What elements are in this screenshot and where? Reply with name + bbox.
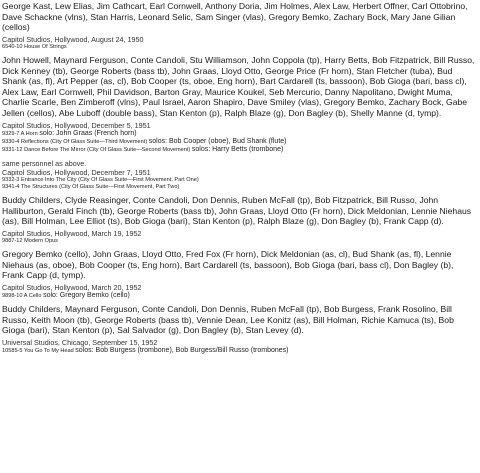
track-solo: solos: Bob Cooper (oboe), Bud Shank (flute) [148, 137, 287, 145]
session-2-location: Capitol Studios, Hollywood, December 5, 1951 [2, 120, 151, 130]
session-5-location: Capitol Studios, Hollywood, March 20, 1952 [2, 282, 142, 292]
track-matrix: 9898-10 A Cello [2, 292, 42, 299]
track-row [2, 138, 476, 146]
session-6-location: Universal Studios, Chicago, September 15, 1952 [2, 338, 158, 348]
session-3-personnel: same personnel as above. [2, 158, 87, 168]
track-row [2, 292, 476, 300]
track-matrix: 9329-7 A Horn [2, 130, 38, 137]
track-row [2, 347, 476, 355]
session-6-personnel: Buddy Childers, Maynard Ferguson, Conte Candoli, Don Dennis, Ruben McFall (tp), Bob Burgess, Frank Rosolino, Bill Russo, Keith Moon (tb), George Roberts (bass tb), Vennie Dean, Lee Konitz (as), Bill Holman, Richie Kamuca (ts), Bob Gioga (bari), Stan Kenton (p), Sal Salvador (g), Don Bagley (b), Stan Levey (d). [2, 304, 454, 336]
track-matrix: 9331-12 Dance Before The Mirror (City Of Glass Suite—Second Movement) [2, 147, 191, 154]
track-row: 9332-3 Entrance Into The City (City Of Glass Suite—First Movement, Part One) [2, 176, 199, 183]
track-solo: solos: Harry Betts (trombone) [191, 146, 284, 154]
track-solo: solo: John Graas (French horn) [39, 129, 137, 137]
track-row: 9341-4 The Structures (City Of Glass Suite—First Movement, Part Two) [2, 183, 180, 190]
track-solo: solos: Bob Burgess (trombone), Bob Burgess/Bill Russo (trombones) [75, 347, 289, 355]
session-4-location: Capitol Studios, Hollywood, March 19, 1952 [2, 228, 142, 238]
track-solo: solo: Gregory Bemko (cello) [43, 291, 130, 299]
session-1-location: Capitol Studios, Hollywood, August 24, 1950 [2, 34, 144, 44]
track-row [2, 130, 476, 138]
session-5-personnel: Gregory Bemko (cello), John Graas, Lloyd Otto, Fred Fox (Fr horn), Dick Meldonian (as, cl), Bud Shank (as, fl), Lennie Niehaus (as, oboe), Bob Cooper (ts, Eng horn), Bart Cardarell (ts, bassoon), Bob Gioga (bari, bass cl), Don Bagley (b), Frank Capp (d, tymp). [2, 249, 454, 281]
discography-page [2, 1, 476, 355]
track-row [2, 146, 476, 154]
session-4-track: 9887-12 Modern Opus [2, 237, 58, 244]
session-2-personnel: John Howell, Maynard Ferguson, Conte Candoli, Stu Williamson, John Coppola (tp), Harry Betts, Bob Fitzpatrick, Bill Russo, Dick Kenney (tb), George Roberts (bass tb), John Graas, Lloyd Otto, George Price (Fr horn), Stan Fletcher (tuba), Bud Shank (as, fl), Art Pepper (as, cl), Bob Cooper (ts, oboe, Eng horn), Bart Cardarell (ts, bassoon), Bob Gioga (bari, bass cl), Alex Law, Earl Cornwell, Phil Davidson, Barton Gray, Maurice Koukel, Seb Mercurio, Danny Napolitano, Dwight Muma, Charlie Scarle, Ben Zimberoff (vlns), Paul Israel, Aaron Shapiro, Dave Smiley (vlas), Gregory Bemko, Zachary Bock, Gabe Jellen (cellos), Abe Luboff (double bass), Stan Kenton (p), Ralph Blaze (g), Don Bagley (b), Shelly Manne (d, tymp). [2, 55, 475, 119]
track-matrix: 10585-5 You Go To My Head [2, 348, 74, 355]
track-matrix: 9330-4 Reflections (City Of Glass Suite—Third Movement) [2, 138, 148, 145]
session-4-personnel: Buddy Childers, Clyde Reasinger, Conte Candoli, Don Dennis, Ruben McFall (tp), Bob Fitzpatrick, Bill Russo, John Halliburton, Gerald Finch (tb), George Roberts (bass tb), John Graas, Lloyd Otto (Fr horn), Dick Meldonian, Lennie Niehaus (as), Bill Holman, Lee Elliot (ts), Bob Gioga (bari), Stan Kenton (p), Ralph Blaze (g), Don Bagley (b), Frank Capp (d). [2, 195, 472, 227]
session-3-location: Capitol Studios, Hollywood, December 7, 1951 [2, 167, 151, 177]
session-1-track: 6540-10 House Of Strings [2, 43, 67, 50]
session-1-personnel: George Kast, Lew Elias, Jim Cathcart, Earl Cornwell, Anthony Doria, Jim Holmes, Alex Law, Herbert Offner, Carl Ottobrino, Dave Schackne (vlns), Stan Harris, Leonard Selic, Sam Singer (vlas), Gregory Bemko, Zachary Bock, Mary Jane Gilian (cellos) [2, 1, 468, 33]
